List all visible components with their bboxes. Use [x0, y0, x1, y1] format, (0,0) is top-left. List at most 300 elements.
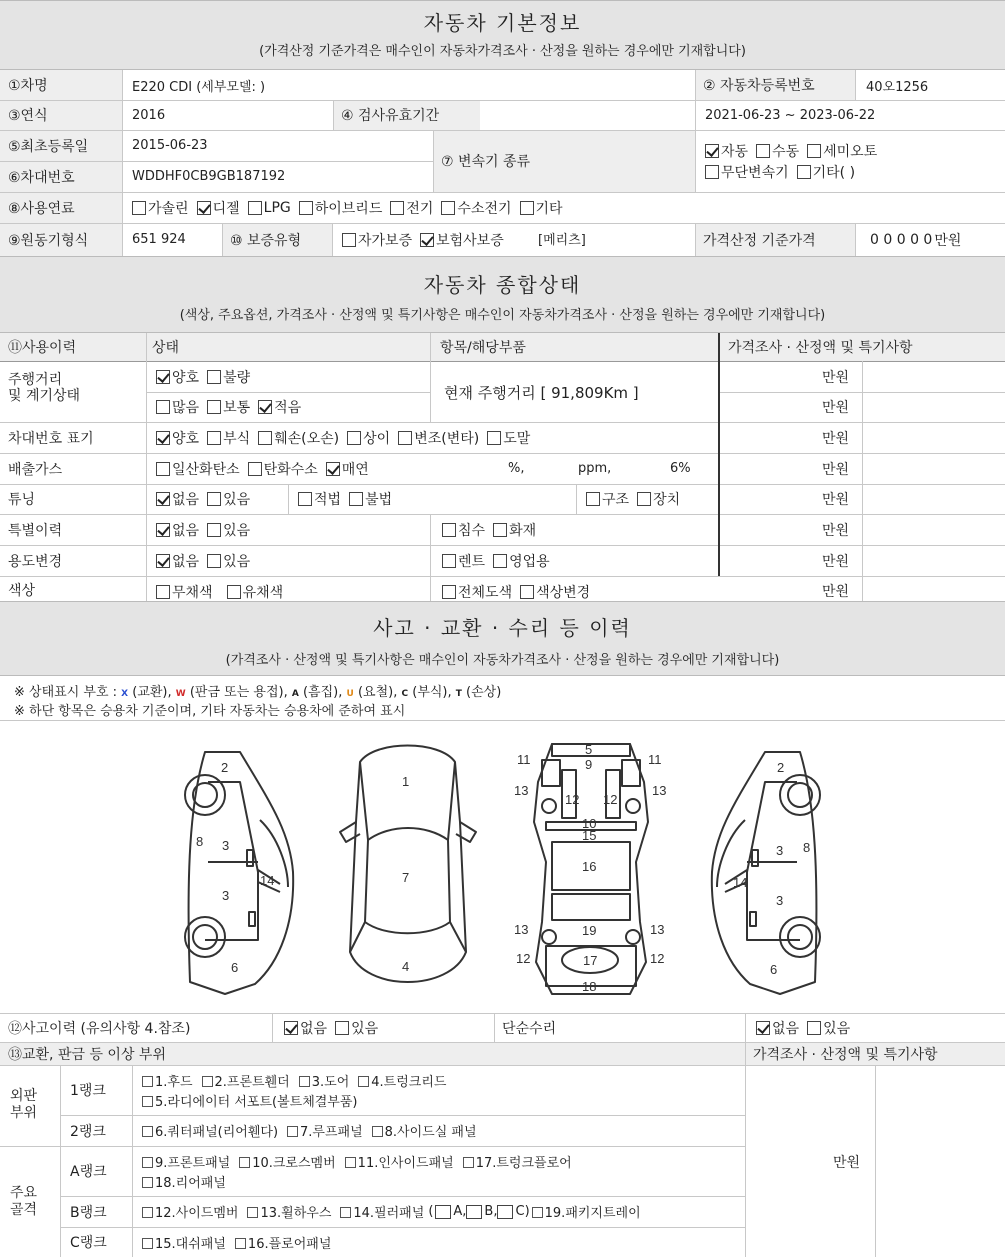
- checkbox-option[interactable]: [756, 1018, 799, 1038]
- checkbox-option[interactable]: [637, 489, 680, 509]
- empty-box-icon[interactable]: [207, 492, 221, 506]
- part-item[interactable]: [142, 1091, 358, 1110]
- transmission-options-2: [705, 161, 863, 183]
- main-frame-label-line2: 골격: [10, 1202, 38, 1218]
- empty-box-icon[interactable]: [142, 1076, 153, 1087]
- svg-text:13: 13: [514, 783, 529, 798]
- part-item[interactable]: [358, 1071, 446, 1090]
- checkbox-option[interactable]: [349, 489, 392, 509]
- manwon-1: 만원: [822, 370, 850, 386]
- svg-text:9: 9: [585, 757, 593, 772]
- checkbox-label: 세미오토: [823, 144, 878, 160]
- checkbox-option[interactable]: [298, 489, 341, 509]
- price-value: [870, 223, 961, 256]
- manwon-3: 만원: [822, 431, 850, 447]
- part-item[interactable]: [345, 1152, 454, 1171]
- legend-text: (판금 또는 용접),: [185, 685, 292, 700]
- checkbox-option[interactable]: [442, 582, 512, 602]
- legend-symbol: X: [121, 689, 129, 699]
- part-item[interactable]: [532, 1206, 641, 1221]
- fuel-options: [132, 192, 571, 223]
- emission-label: 배출가스: [8, 461, 63, 478]
- empty-box-icon[interactable]: [442, 585, 456, 599]
- main-frame-label-line1: 주요: [10, 1185, 38, 1201]
- part-item[interactable]: [142, 1172, 226, 1191]
- checkbox-label: 자동: [721, 144, 749, 160]
- svg-text:11: 11: [648, 752, 662, 767]
- checkbox-option[interactable]: [520, 198, 563, 218]
- pillar-option-box-icon[interactable]: [497, 1205, 513, 1219]
- checkbox-option[interactable]: [442, 520, 485, 540]
- empty-box-icon[interactable]: [132, 201, 146, 215]
- rankB-label: B랭크: [70, 1204, 107, 1221]
- price-header: 가격조사 · 산정액 및 특기사항: [728, 340, 913, 356]
- empty-box-icon[interactable]: [156, 462, 170, 476]
- empty-box-icon[interactable]: [340, 1207, 351, 1218]
- checkbox-option[interactable]: [284, 1018, 327, 1038]
- checkbox-label: 수동: [772, 144, 800, 160]
- checkbox-label: 하이브리드: [314, 200, 383, 217]
- checkbox-label: 무단변속기: [721, 165, 789, 181]
- checked-box-icon[interactable]: [420, 233, 434, 247]
- checkbox-option[interactable]: [299, 198, 383, 218]
- empty-box-icon[interactable]: [493, 554, 507, 568]
- checkbox-label: 불법: [365, 492, 393, 508]
- status-title: 자동차 종합상태: [423, 273, 582, 297]
- checkbox-option[interactable]: [335, 1018, 378, 1038]
- checkbox-label: 보험사보증: [436, 232, 504, 249]
- svg-text:16: 16: [582, 859, 597, 874]
- mileage-current: 현재 주행거리 [ 91,809Km ]: [444, 383, 639, 402]
- checked-box-icon[interactable]: [756, 1021, 770, 1035]
- checkbox-label: 무채색: [172, 584, 213, 601]
- part-label: 2.프론트휀더: [214, 1074, 290, 1090]
- checkbox-label: 적음: [274, 400, 302, 416]
- empty-box-icon[interactable]: [372, 1126, 383, 1137]
- svg-text:7: 7: [402, 870, 410, 885]
- checkbox-label: 양호: [172, 370, 200, 386]
- accident-history-label: ⑫사고이력 (유의사항 4.참조): [8, 1020, 191, 1037]
- checkbox-option[interactable]: [207, 397, 250, 417]
- legend-text: (요철),: [353, 685, 402, 700]
- empty-box-icon[interactable]: [637, 492, 651, 506]
- rankA-label: A랭크: [70, 1164, 107, 1180]
- manwon-6: 만원: [822, 523, 850, 539]
- empty-box-icon[interactable]: [807, 1021, 821, 1035]
- manwon-7: 만원: [822, 554, 850, 570]
- checkbox-label: 많음: [172, 400, 200, 416]
- part-label: 5.라디에이터 서포트(볼트체결부품): [155, 1094, 358, 1110]
- checkbox-label: 기타: [535, 200, 563, 217]
- part-item[interactable]: [463, 1152, 572, 1171]
- empty-box-icon[interactable]: [207, 431, 221, 445]
- checkbox-label: 있음: [223, 522, 251, 539]
- svg-text:6: 6: [770, 962, 778, 977]
- empty-box-icon[interactable]: [239, 1157, 250, 1168]
- empty-box-icon[interactable]: [797, 165, 811, 179]
- warranty-label: ⑩ 보증유형: [230, 232, 302, 249]
- svg-text:13: 13: [514, 922, 529, 937]
- empty-box-icon[interactable]: [142, 1177, 153, 1188]
- side-view-right: [712, 752, 820, 994]
- legend-symbol: C: [401, 689, 409, 699]
- tuning-legal-options: [298, 484, 400, 514]
- checkbox-option[interactable]: [487, 428, 530, 448]
- empty-box-icon[interactable]: [493, 523, 507, 537]
- part-label: 3.도어: [311, 1074, 350, 1090]
- checked-box-icon[interactable]: [156, 492, 170, 506]
- empty-box-icon[interactable]: [207, 400, 221, 414]
- model-label: ①차명: [8, 78, 48, 94]
- engine-value: 651 924: [132, 232, 186, 247]
- empty-box-icon[interactable]: [156, 400, 170, 414]
- checked-box-icon[interactable]: [156, 554, 170, 568]
- part-item[interactable]: [299, 1071, 350, 1090]
- empty-box-icon[interactable]: [520, 585, 534, 599]
- checkbox-option[interactable]: [207, 520, 250, 540]
- checkbox-label: 자가보증: [358, 232, 413, 249]
- status-subtitle: (색상, 주요옵션, 가격조사 · 산정액 및 특기사항은 매수인이 자동차가격조사 · 산정을 원하는 경우에만 기재합니다): [179, 308, 826, 323]
- checkbox-label: 가솔린: [148, 200, 189, 217]
- checkbox-option[interactable]: [207, 489, 250, 509]
- empty-box-icon[interactable]: [532, 1207, 543, 1218]
- checkbox-option[interactable]: [248, 200, 291, 216]
- part-label: 19.패키지트레이: [544, 1206, 641, 1221]
- part-item[interactable]: [142, 1233, 226, 1252]
- price-digits: 0 0 0 0 0: [870, 231, 933, 248]
- checkbox-option[interactable]: [227, 582, 284, 602]
- empty-box-icon[interactable]: [258, 431, 272, 445]
- checkbox-option[interactable]: [705, 162, 789, 182]
- part-item[interactable]: [202, 1071, 290, 1090]
- svg-text:17: 17: [583, 953, 598, 968]
- empty-box-icon[interactable]: [442, 523, 456, 537]
- mileage-label: [8, 372, 80, 404]
- rank2-items: [142, 1115, 486, 1146]
- empty-box-icon[interactable]: [441, 201, 455, 215]
- empty-box-icon[interactable]: [298, 492, 312, 506]
- transmission-options-1: [705, 140, 885, 162]
- item-header: 항목/해당부품: [440, 340, 526, 356]
- part-item[interactable]: [142, 1202, 238, 1221]
- vin-label: ⑥차대번호: [8, 169, 75, 186]
- checkbox-option[interactable]: [156, 489, 199, 509]
- car-parts-diagram: [0, 722, 1005, 1012]
- manwon-8: 만원: [822, 584, 850, 600]
- rankA-items-b: [142, 1171, 235, 1191]
- pillar-panel-item[interactable]: [340, 1202, 424, 1221]
- checkbox-label: 유채색: [242, 584, 284, 601]
- empty-box-icon[interactable]: [207, 523, 221, 537]
- checkbox-label: 있음: [223, 492, 251, 508]
- checkbox-option[interactable]: [132, 198, 189, 218]
- empty-box-icon[interactable]: [142, 1207, 153, 1218]
- rank2-label: 2랭크: [70, 1123, 106, 1140]
- empty-box-icon[interactable]: [520, 201, 534, 215]
- checkbox-option[interactable]: [156, 520, 199, 540]
- basic-info-title: 자동차 기본정보: [423, 11, 582, 35]
- checkbox-option[interactable]: [441, 198, 511, 218]
- model-value: E220 CDI (세부모델: ): [132, 79, 266, 95]
- basic-info-subtitle: (가격산정 기준가격은 매수인이 자동차가격조사 · 산정을 원하는 경우에만 기재합니다): [259, 44, 746, 59]
- manwon-4: 만원: [822, 462, 850, 478]
- rankB-items: [142, 1196, 650, 1227]
- checked-box-icon[interactable]: [156, 431, 170, 445]
- transmission-label: ⑦ 변속기 종류: [441, 154, 531, 170]
- empty-box-icon[interactable]: [463, 1157, 474, 1168]
- svg-text:12: 12: [603, 792, 618, 807]
- checkbox-label: 전기: [406, 200, 434, 217]
- checkbox-label: 훼손(오손): [274, 430, 340, 447]
- pillar-option-label: B,: [484, 1204, 498, 1219]
- empty-box-icon[interactable]: [142, 1096, 153, 1107]
- checked-box-icon[interactable]: [284, 1021, 298, 1035]
- svg-text:10: 10: [582, 816, 597, 831]
- checkbox-label: 적법: [314, 492, 342, 508]
- checkbox-option[interactable]: [807, 141, 877, 161]
- rankC-label: C랭크: [70, 1235, 107, 1251]
- checkbox-option[interactable]: [156, 459, 240, 479]
- checkbox-option[interactable]: [756, 141, 799, 161]
- empty-box-icon[interactable]: [342, 233, 356, 247]
- empty-box-icon[interactable]: [202, 1076, 213, 1087]
- reg-no-label: ② 자동차등록번호: [703, 78, 815, 94]
- svg-text:14: 14: [260, 873, 275, 888]
- manwon-2: 만원: [822, 400, 850, 416]
- legend-symbol: W: [175, 689, 186, 699]
- svg-text:5: 5: [585, 742, 593, 757]
- part-label: 9.프론트패널: [155, 1155, 231, 1171]
- checkbox-option[interactable]: [248, 459, 318, 479]
- checkbox-label: 침수: [458, 522, 486, 539]
- checkbox-option[interactable]: [493, 551, 550, 571]
- checked-box-icon[interactable]: [705, 144, 719, 158]
- checkbox-option[interactable]: [156, 428, 199, 448]
- part-label: 1.후드: [155, 1074, 193, 1090]
- checkbox-option[interactable]: [156, 551, 199, 571]
- part-label: 6.쿼터패널(리어휀다): [155, 1125, 279, 1140]
- part-item[interactable]: [142, 1152, 230, 1171]
- svg-text:12: 12: [565, 792, 580, 807]
- checkbox-option[interactable]: [342, 230, 412, 250]
- outer-panel-label-line1: 외판: [10, 1088, 38, 1104]
- checkbox-option[interactable]: [442, 551, 485, 571]
- outer-panel-label: [10, 1088, 37, 1122]
- checkbox-option[interactable]: [797, 162, 855, 182]
- svg-text:13: 13: [652, 783, 667, 798]
- checkbox-option[interactable]: [398, 428, 479, 448]
- legend-text: (교환),: [128, 685, 176, 700]
- empty-box-icon[interactable]: [358, 1076, 369, 1087]
- checkbox-label: 영업용: [509, 553, 550, 570]
- checkbox-label: 없음: [172, 492, 200, 508]
- checked-box-icon[interactable]: [258, 400, 272, 414]
- legend-symbol: A: [291, 689, 299, 699]
- empty-box-icon[interactable]: [586, 492, 600, 506]
- empty-box-icon[interactable]: [349, 492, 363, 506]
- checkbox-label: LPG: [263, 199, 291, 216]
- pillar-option-box-icon[interactable]: [466, 1205, 482, 1219]
- rankA-items-a: [142, 1151, 581, 1171]
- checkbox-option[interactable]: [705, 141, 748, 161]
- usage-items: [442, 545, 558, 576]
- svg-text:15: 15: [582, 828, 597, 843]
- svg-text:8: 8: [196, 834, 204, 849]
- checkbox-option[interactable]: [493, 520, 536, 540]
- side-view-left: [185, 752, 293, 994]
- legend-prefix: ※ 상태표시 부호 :: [14, 685, 122, 700]
- year-label: ③연식: [8, 108, 48, 124]
- part-item[interactable]: [247, 1202, 331, 1221]
- reg-no-value: 40오1256: [866, 79, 929, 95]
- pillar-option-label: A,: [453, 1204, 467, 1219]
- special-label: 특별이력: [8, 522, 63, 539]
- checkbox-option[interactable]: [156, 582, 213, 602]
- checkbox-option[interactable]: [258, 428, 339, 448]
- empty-box-icon[interactable]: [142, 1126, 153, 1137]
- rank1-items-a: [142, 1070, 455, 1090]
- vin-mark-options: [156, 422, 538, 453]
- part-item[interactable]: [239, 1152, 335, 1171]
- part-label: 12.사이드멤버: [155, 1206, 239, 1221]
- rank1-items-b: [142, 1090, 367, 1110]
- checkbox-label: 없음: [172, 553, 200, 570]
- checkbox-label: 매연: [341, 461, 369, 478]
- checked-box-icon[interactable]: [326, 462, 340, 476]
- legend-text: (부식),: [408, 685, 456, 700]
- accident-title: 사고 · 교환 · 수리 등 이력: [373, 616, 632, 640]
- checkbox-option[interactable]: [156, 367, 199, 387]
- legend-symbol: U: [346, 689, 354, 699]
- empty-box-icon[interactable]: [287, 1126, 298, 1137]
- svg-text:2: 2: [221, 760, 229, 775]
- empty-box-icon[interactable]: [247, 1207, 258, 1218]
- checkbox-option[interactable]: [586, 489, 629, 509]
- accident-header: [0, 601, 1005, 676]
- manwon-5: 만원: [822, 492, 850, 508]
- part-item[interactable]: [142, 1071, 193, 1090]
- empty-box-icon[interactable]: [299, 201, 313, 215]
- year-value: 2016: [132, 107, 166, 123]
- pillar-option-box-icon[interactable]: [435, 1205, 451, 1219]
- part-item[interactable]: [287, 1121, 363, 1140]
- rank1-label: 1랭크: [70, 1083, 106, 1099]
- part-item[interactable]: [372, 1121, 477, 1140]
- empty-box-icon[interactable]: [299, 1076, 310, 1087]
- part-label: 10.크로스멤버: [252, 1155, 336, 1171]
- outer-panel-label-line2: 부위: [10, 1105, 38, 1121]
- checkbox-label: 기타( ): [812, 165, 856, 181]
- svg-text:8: 8: [803, 840, 811, 855]
- vin-mark-label: 차대번호 표기: [8, 430, 94, 447]
- checkbox-label: 없음: [172, 522, 200, 539]
- checkbox-label: 일산화탄소: [172, 461, 240, 478]
- checkbox-label: 상이: [363, 430, 391, 447]
- legend-line: [14, 681, 501, 700]
- first-reg-label: ⑤최초등록일: [8, 138, 89, 155]
- svg-text:14: 14: [733, 875, 748, 890]
- tuning-type-options: [586, 484, 688, 514]
- svg-text:3: 3: [222, 838, 230, 853]
- checkbox-option[interactable]: [197, 198, 240, 218]
- usage-label: 용도변경: [8, 553, 63, 570]
- empty-box-icon[interactable]: [345, 1157, 356, 1168]
- empty-box-icon[interactable]: [156, 585, 170, 599]
- checkbox-option[interactable]: [347, 428, 390, 448]
- empty-box-icon[interactable]: [705, 165, 719, 179]
- checkbox-label: 색상변경: [536, 584, 591, 601]
- empty-box-icon[interactable]: [807, 144, 821, 158]
- checkbox-option[interactable]: [520, 582, 590, 602]
- empty-box-icon[interactable]: [142, 1157, 153, 1168]
- svg-text:4: 4: [402, 959, 410, 974]
- empty-box-icon[interactable]: [248, 201, 262, 215]
- legend-text: (흠집),: [298, 685, 347, 700]
- empty-box-icon[interactable]: [398, 431, 412, 445]
- checked-box-icon[interactable]: [197, 201, 211, 215]
- empty-box-icon[interactable]: [390, 201, 404, 215]
- basic-info-header: [0, 0, 1005, 70]
- part-item[interactable]: [142, 1121, 278, 1140]
- checkbox-option[interactable]: [207, 551, 250, 571]
- empty-box-icon[interactable]: [347, 431, 361, 445]
- checkbox-label: 디젤: [212, 200, 240, 217]
- checked-box-icon[interactable]: [156, 370, 170, 384]
- empty-box-icon[interactable]: [207, 370, 221, 384]
- checkbox-label: 없음: [300, 1020, 328, 1037]
- tuning-options: [156, 484, 258, 514]
- empty-box-icon[interactable]: [487, 431, 501, 445]
- empty-box-icon[interactable]: [142, 1238, 153, 1249]
- checkbox-option[interactable]: [420, 230, 504, 250]
- checkbox-option[interactable]: [326, 459, 369, 479]
- checkbox-option[interactable]: [207, 428, 250, 448]
- checkbox-option[interactable]: [390, 198, 433, 218]
- checkbox-option[interactable]: [807, 1018, 850, 1038]
- svg-text:18: 18: [582, 979, 597, 994]
- empty-box-icon[interactable]: [227, 585, 241, 599]
- pillar-panel-label: 14.필러패널: [353, 1206, 425, 1221]
- part-item[interactable]: [235, 1233, 331, 1252]
- mileage-row1-options: [156, 362, 258, 392]
- checkbox-label: 양호: [172, 430, 200, 447]
- emission-unit-hc: ppm,: [578, 461, 612, 476]
- empty-box-icon[interactable]: [207, 554, 221, 568]
- checkbox-label: 수소전기: [457, 200, 512, 217]
- checkbox-label: 없음: [772, 1020, 800, 1037]
- checked-box-icon[interactable]: [156, 523, 170, 537]
- empty-box-icon[interactable]: [248, 462, 262, 476]
- state-header: 상태: [152, 340, 180, 356]
- pillar-open-paren: (: [428, 1204, 434, 1219]
- empty-box-icon[interactable]: [442, 554, 456, 568]
- svg-text:3: 3: [776, 843, 784, 858]
- empty-box-icon[interactable]: [335, 1021, 349, 1035]
- price-label: 가격산정 기준가격: [703, 232, 816, 249]
- empty-box-icon[interactable]: [756, 144, 770, 158]
- inspection-label: ④ 검사유효기간: [341, 108, 440, 124]
- checkbox-option[interactable]: [258, 397, 301, 417]
- accident-options: [284, 1013, 386, 1042]
- checkbox-option[interactable]: [156, 397, 199, 417]
- part-label: 18.리어패널: [155, 1175, 226, 1191]
- warranty-options: [342, 223, 512, 256]
- checkbox-label: 변조(변타): [414, 430, 480, 447]
- empty-box-icon[interactable]: [235, 1238, 246, 1249]
- history-header: ⑪사용이력: [8, 340, 77, 356]
- checkbox-option[interactable]: [207, 367, 250, 387]
- svg-text:6: 6: [231, 960, 239, 975]
